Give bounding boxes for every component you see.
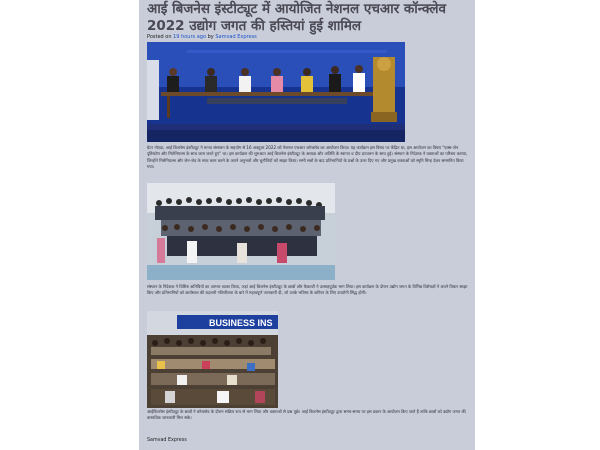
hall-banner-text: BUSINESS INS — [209, 318, 273, 328]
by-label: by — [207, 34, 214, 40]
article-paragraph-2: संस्थान के निदेशक ने विशिष्ट अतिथियों का आभार व्यक्त किया, जहां आई बिजनेस इंस्टीट्यूट के छात्रों और फैकल्टी ने उत्साहपूर्वक भाग लिया। इस कार्यक्रम के दौरान उद्योग जगत के विभिन्न विशेषज्ञों ने अपने विचार साझा किए और प्रतिभागियों को कार्यस्थल की बदलती गतिशीलता के बारे में महत्वपूर्ण जानकारी दी, जो उनके भविष्य के करियर के लिए उपयोगी सिद्ध होगी। — [147, 284, 468, 296]
post-meta — [147, 34, 469, 41]
posted-on-label: Posted on — [147, 34, 172, 40]
audience-hall-photo — [147, 311, 278, 408]
article-container — [139, 0, 475, 450]
posted-time-link[interactable]: 19 hours ago — [173, 34, 207, 40]
article-title: आई बिजनेस इंस्टीट्यूट में आयोजित नेशनल एचआर कॉन्क्लेव 2022 उद्योग जगत की हस्तियां हुई शामिल — [147, 1, 447, 34]
footer-source: Samvad Express — [147, 438, 187, 443]
panel-discussion-photo — [147, 42, 405, 142]
group-photo — [147, 183, 335, 280]
article-paragraph-1: ग्रेटर नोएडा, आई बिजनेस इंस्टीट्यूट ने मानव संसाधन के सहयोग से 16 अक्टूबर 2022 को नेशनल एचआर कॉन्क्लेव का आयोजन किया। यह कार्यक्रम इस विषय पर केंद्रित था, इस आयोजन का विषय "एक्स-जेन दृष्टिकोण और मिलेनियल्स के साथ काम करते हुए" था। इस कार्यक्रम की शुरुआत आई बिजनेस इंस्टीट्यूट के अध्यक्ष और अतिथि के स्वागत व दीप प्रज्वलन के साथ हुई। संस्थान के निदेशक ने वक्ताओं का परिचय कराया, जिन्होंने मिलेनियल्स और जेन-जेड के साथ काम करने के अपने अनुभवों और चुनौतियों को साझा किया। सभी सत्रों के बाद प्रतिभागियों के प्रश्नों के उत्तर दिए गए और प्रमुख वक्ताओं को स्मृति चिन्ह देकर सम्मानित किया गया। — [147, 145, 468, 169]
article-paragraph-3: आईबिजनेस इंस्टीट्यूट के छात्रों ने कॉन्क्लेव के दौरान सक्रिय रूप से भाग लिया और वक्ताओं से प्रश्न पूछे। आई बिजनेस इंस्टीट्यूट द्वारा समय-समय पर इस प्रकार के आयोजन किए जाते हैं ताकि छात्रों को उद्योग जगत की वास्तविक जानकारी मिल सके। — [147, 409, 466, 421]
author-link[interactable]: Samvad Express — [215, 34, 257, 40]
